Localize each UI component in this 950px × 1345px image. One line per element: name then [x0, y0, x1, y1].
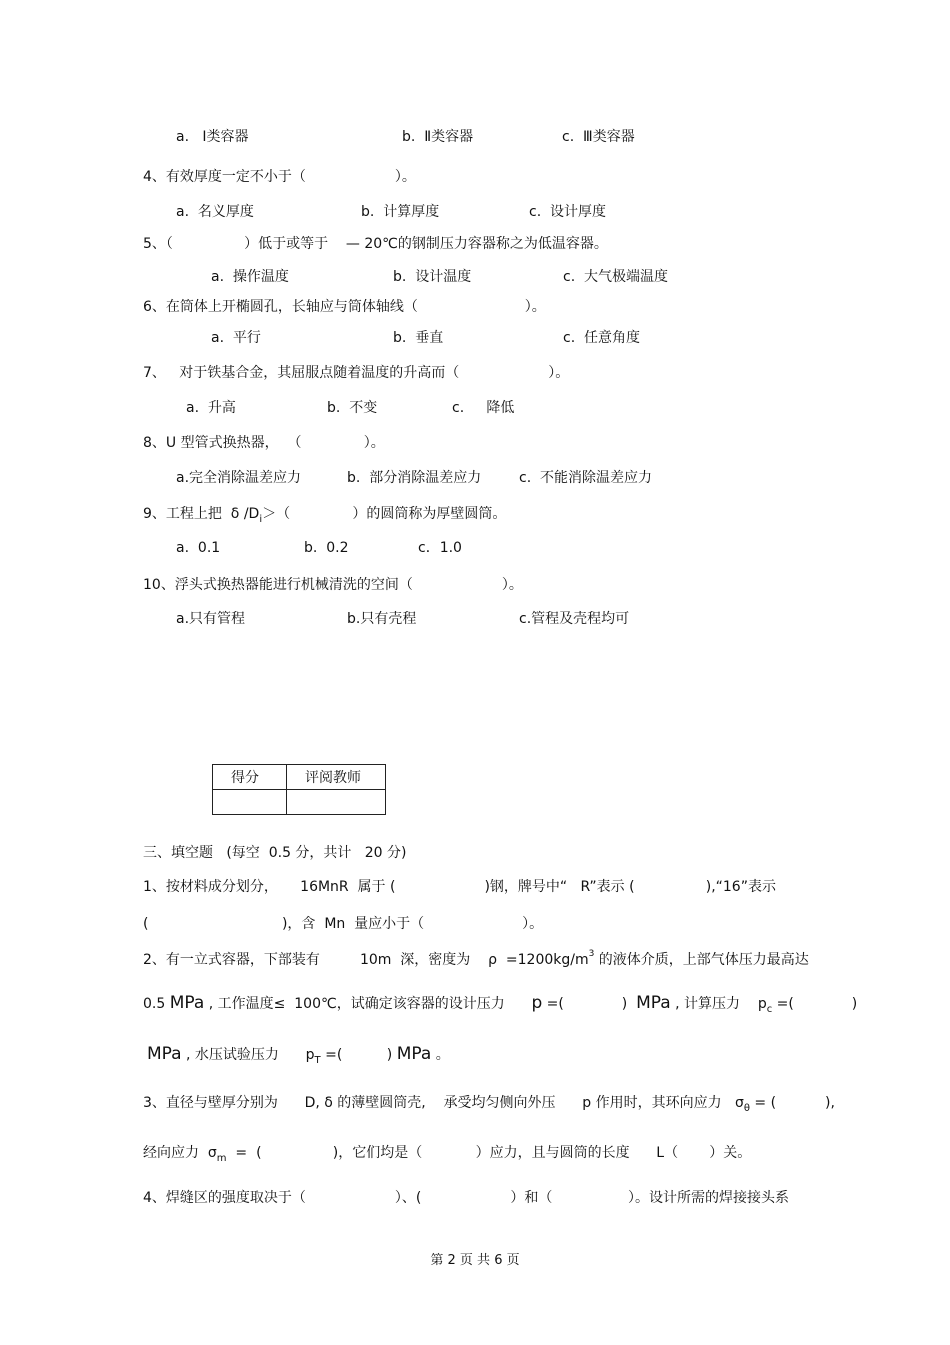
cube-superscript: 3 — [588, 949, 595, 959]
design-pressure-symbol: p — [531, 993, 543, 1013]
q5-option-b: b. 设计温度 — [393, 269, 472, 285]
fill1-line1: 1、按材料成分划分， 16MnR 属于 ( )钢，牌号中“ R”表示 ( ),“16”表示 — [143, 879, 776, 895]
mpa-unit: MPa — [169, 993, 205, 1013]
q8-option-b: b. 部分消除温差应力 — [347, 470, 482, 486]
score-header: 得分 — [213, 765, 287, 790]
q3-option-b: b. Ⅱ类容器 — [402, 129, 474, 145]
mpa-unit: MPa — [396, 1044, 432, 1064]
q10-stem: 10、浮头式换热器能进行机械清洗的空间（ ）。 — [143, 577, 523, 593]
fill3-line2-pre: 经向应力 σ — [143, 1145, 217, 1161]
fill4-line1: 4、焊缝区的强度取决于（ ）、( ）和（ ）。设计所需的焊接接头系 — [143, 1190, 790, 1206]
q4-option-b: b. 计算厚度 — [361, 204, 440, 220]
q10-option-c: c.管程及壳程均可 — [519, 611, 630, 627]
q5-option-c: c. 大气极端温度 — [563, 269, 669, 285]
fill2-line1 — [143, 951, 809, 971]
q4-option-a: a. 名义厚度 — [176, 204, 254, 220]
q8-option-c: c. 不能消除温差应力 — [519, 470, 653, 486]
test-pressure-sub: T — [314, 1055, 321, 1066]
theta-sub: θ — [743, 1103, 750, 1114]
grader-header: 评阅教师 — [287, 765, 386, 790]
fill2-line2-d: , 计算压力 p — [670, 996, 767, 1012]
calc-pressure-sub: c — [766, 1004, 773, 1015]
fill3-line2 — [143, 1144, 751, 1164]
q3-option-c: c. Ⅲ类容器 — [562, 129, 635, 145]
fill2-line2-a: 0.5 — [143, 996, 170, 1012]
section3-title: 三、填空题 (每空 0.5 分，共计 20 分) — [143, 845, 407, 861]
q9-option-a: a. 0.1 — [176, 540, 221, 556]
q6-option-a: a. 平行 — [211, 330, 261, 346]
q6-option-c: c. 任意角度 — [563, 330, 641, 346]
fill2-line2 — [143, 994, 857, 1015]
fill3-line1-post: = ( ), — [749, 1095, 835, 1111]
q9-stem-post: ＞（ ）的圆筒称为厚壁圆筒。 — [262, 506, 507, 522]
q9-stem-pre: 9、工程上把 δ /D — [143, 506, 260, 522]
q5-option-a: a. 操作温度 — [211, 269, 289, 285]
grader-cell[interactable] — [287, 790, 386, 815]
fill2-line2-c: =( ) — [542, 996, 637, 1012]
q9-option-c: c．1.0 — [418, 540, 462, 556]
fill2-line3-b: =( ) — [320, 1047, 397, 1063]
fill2-line2-e: =( ) — [772, 996, 858, 1012]
fill2-line3 — [147, 1045, 450, 1066]
fill1-line2: ( )，含 Mn 量应小于（ ）。 — [143, 916, 544, 932]
fill2-line1-pre: 2、有一立式容器，下部装有 10m 深，密度为 ρ =1200kg/m — [143, 952, 589, 968]
score-cell[interactable] — [213, 790, 287, 815]
meridional-sub: m — [216, 1153, 227, 1164]
q6-option-b: b. 垂直 — [393, 330, 444, 346]
fill2-line3-a: , 水压试验压力 p — [181, 1047, 315, 1063]
q9-stem — [143, 505, 506, 525]
fill3-line2-post: = ( )，它们均是（ ）应力，且与圆筒的长度 L（ ）关。 — [226, 1145, 752, 1161]
q4-option-c: c. 设计厚度 — [529, 204, 607, 220]
q7-option-c: c. 降低 — [452, 400, 515, 416]
fill2-line3-c: 。 — [431, 1047, 450, 1063]
q7-option-a: a. 升高 — [186, 400, 236, 416]
q7-stem: 7、 对于铁基合金，其屈服点随着温度的升高而（ ）。 — [143, 365, 570, 381]
fill3-line1-pre: 3、直径与壁厚分别为 D, δ 的薄壁圆筒壳, 承受均匀侧向外压 p 作用时，其环向应力 σ — [143, 1095, 744, 1111]
fill3-line1 — [143, 1094, 835, 1114]
q5-stem: 5、（ ）低于或等于 — 20℃的钢制压力容器称之为低温容器。 — [143, 236, 608, 252]
q10-option-a: a.只有管程 — [176, 611, 246, 627]
mpa-unit: MPa — [147, 1044, 182, 1064]
score-table — [212, 764, 386, 815]
q6-stem: 6、在筒体上开椭圆孔，长轴应与筒体轴线（ ）。 — [143, 299, 546, 315]
fill2-line2-b: , 工作温度≤ 100℃，试确定该容器的设计压力 — [204, 996, 532, 1012]
q10-option-b: b.只有壳程 — [347, 611, 417, 627]
q3-option-a: a. Ⅰ类容器 — [176, 129, 249, 145]
q7-option-b: b. 不变 — [327, 400, 378, 416]
q8-stem: 8、U 型管式换热器， （ ）。 — [143, 435, 385, 451]
q9-option-b: b. 0.2 — [304, 540, 349, 556]
fill2-line1-post: 的液体介质，上部气体压力最高达 — [594, 952, 809, 968]
q8-option-a: a.完全消除温差应力 — [176, 470, 302, 486]
q4-stem: 4、有效厚度一定不小于（ ）。 — [143, 169, 416, 185]
mpa-unit: MPa — [636, 993, 671, 1013]
q9-stem-sub: i — [259, 514, 263, 525]
page-footer: 第 2 页 共 6 页 — [430, 1253, 520, 1268]
